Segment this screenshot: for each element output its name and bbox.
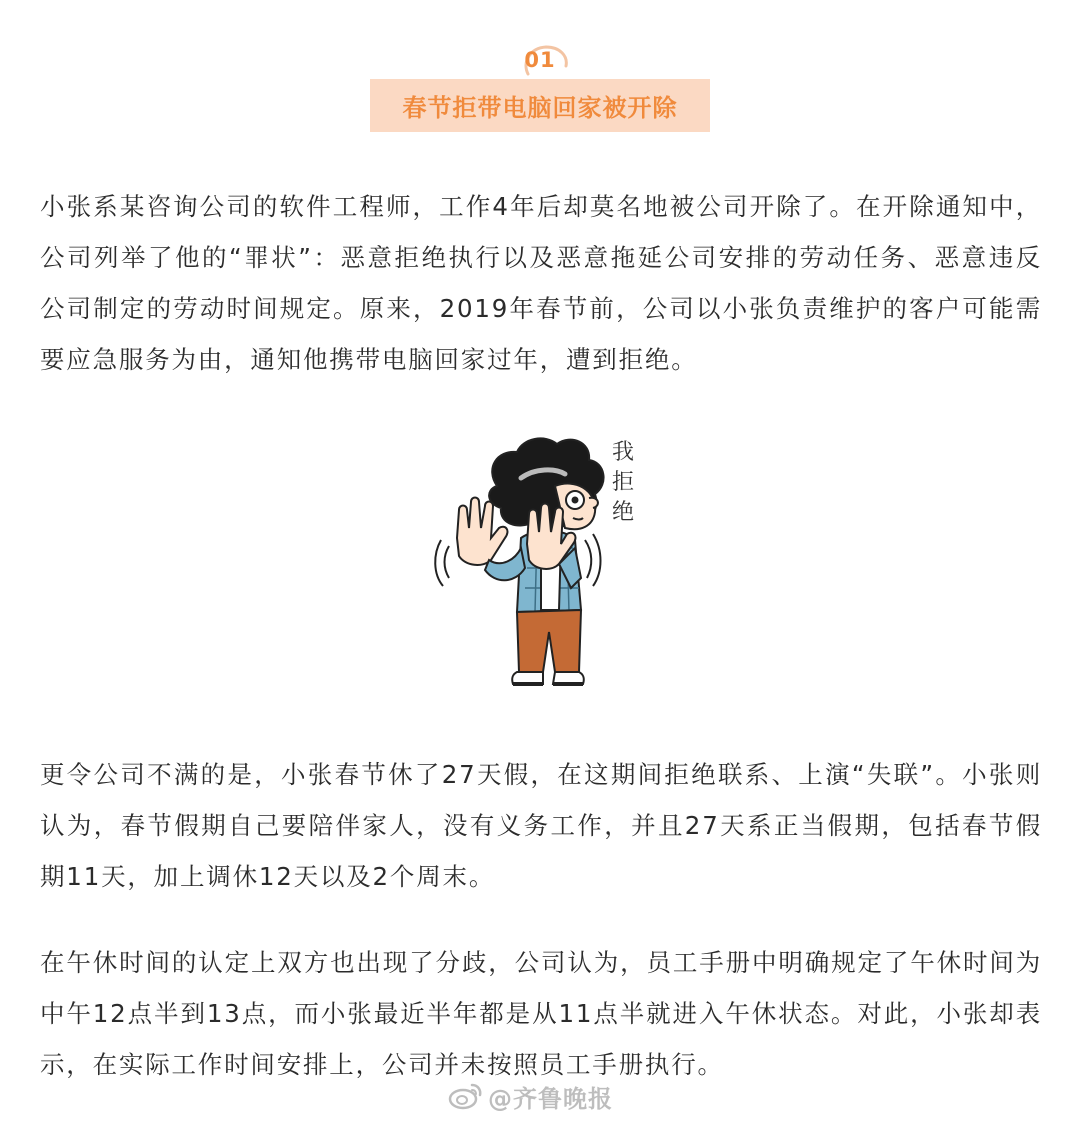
pants xyxy=(517,610,581,672)
paragraph-2: 更令公司不满的是，小张春节休了27天假，在这期间拒绝联系、上演“失联”。小张则认为，春节假期自己要陪伴家人，没有义务工作，并且27天系正当假期，包括春节假期11天，加上调休12天以及2个周末。 xyxy=(40,760,1042,891)
section-title-box xyxy=(370,79,710,132)
section-title: 春节拒带电脑回家被开除 xyxy=(402,94,678,122)
paragraph-3: 在午休时间的认定上双方也出现了分歧，公司认为，员工手册中明确规定了午休时间为中午12点半到13点，而小张最近半年都是从11点半就进入午休状态。对此，小张却表示，在实际工作时间安排上，公司并未按照员工手册执行。 xyxy=(40,948,1042,1079)
weibo-icon xyxy=(448,1081,482,1111)
paragraph-1: 小张系某咨询公司的软件工程师，工作4年后却莫名地被公司开除了。在开除通知中，公司列举了他的“罪状”：恶意拒绝执行以及恶意拖延公司安排的劳动任务、恶意违反公司制定的劳动时间规定。原来，2019年春节前，公司以小张负责维护的客户可能需要应急服务为由，通知他携带电脑回家过年，遭到拒绝。 xyxy=(40,192,1042,374)
watermark xyxy=(448,1078,613,1114)
section-header xyxy=(370,48,710,132)
illustration-caption xyxy=(612,438,646,528)
caption-char: 拒 xyxy=(612,470,635,495)
section-number: 01 xyxy=(524,48,556,72)
watermark-text: @齐鲁晚报 xyxy=(488,1084,613,1113)
caption-char: 我 xyxy=(612,440,635,465)
caption-char: 绝 xyxy=(612,500,635,525)
shoes xyxy=(512,672,584,684)
